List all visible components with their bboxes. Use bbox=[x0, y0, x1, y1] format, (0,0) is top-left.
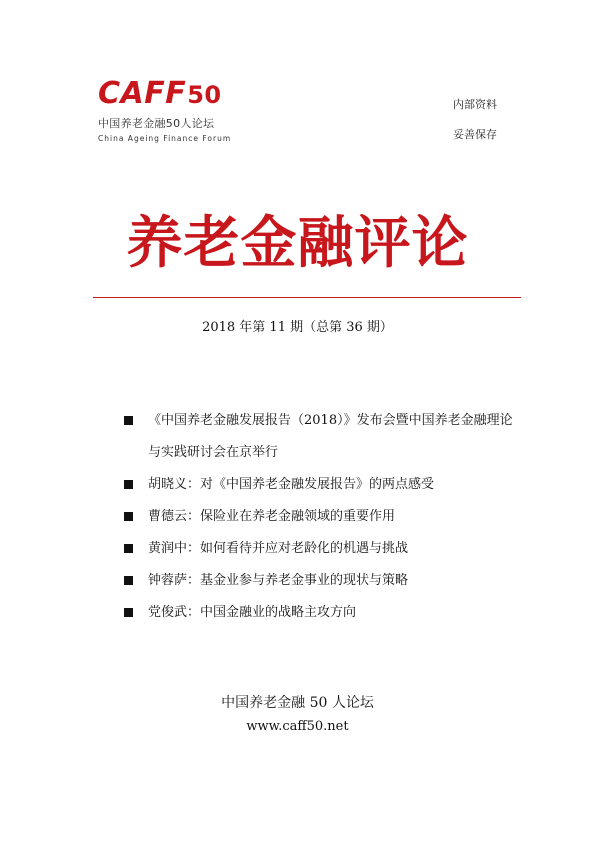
logo-mark bbox=[98, 78, 231, 111]
toc-item bbox=[124, 501, 524, 533]
toc-item-text: 党俊武：中国金融业的战略主攻方向 bbox=[148, 605, 357, 620]
bullet-square-icon bbox=[124, 480, 133, 489]
bullet-square-icon bbox=[124, 416, 133, 425]
toc-item bbox=[124, 533, 524, 565]
toc-item-text: 黄润中：如何看待并应对老龄化的机遇与挑战 bbox=[148, 541, 409, 556]
bullet-square-icon bbox=[124, 544, 133, 553]
footer-organization: 中国养老金融 50 人论坛 bbox=[221, 695, 374, 711]
toc-item-text: 胡晓义：对《中国养老金融发展报告》的两点感受 bbox=[148, 477, 435, 492]
toc-item bbox=[124, 405, 524, 469]
confidential-line-2: 妥善保存 bbox=[453, 128, 497, 141]
bullet-square-icon bbox=[124, 576, 133, 585]
table-of-contents bbox=[124, 405, 524, 629]
logo-name-cn: 中国养老金融50人论坛 bbox=[98, 117, 215, 130]
bullet-square-icon bbox=[124, 512, 133, 521]
logo-name-en: China Ageing Finance Forum bbox=[98, 134, 232, 143]
issue-number: 2018 年第 11 期（总第 36 期） bbox=[202, 320, 393, 335]
toc-item-text: 《中国养老金融发展报告（2018）》发布会暨中国养老金融理论与实践研讨会在京举行 bbox=[148, 413, 513, 460]
toc-item bbox=[124, 565, 524, 597]
logo-mark-letters: CAFF bbox=[98, 76, 187, 111]
journal-title: 养老金融评论 bbox=[126, 210, 469, 276]
toc-item-text: 曹德云：保险业在养老金融领域的重要作用 bbox=[148, 509, 396, 524]
confidential-note bbox=[453, 90, 497, 150]
confidential-line-1: 内部资料 bbox=[453, 98, 497, 111]
toc-item bbox=[124, 597, 524, 629]
toc-item-text: 钟蓉萨：基金业参与养老金事业的现状与策略 bbox=[148, 573, 409, 588]
forum-logo bbox=[98, 78, 231, 143]
logo-mark-number: 50 bbox=[187, 81, 222, 109]
title-divider bbox=[93, 297, 521, 298]
bullet-square-icon bbox=[124, 608, 133, 617]
toc-item bbox=[124, 469, 524, 501]
footer-website: www.caff50.net bbox=[246, 719, 349, 734]
